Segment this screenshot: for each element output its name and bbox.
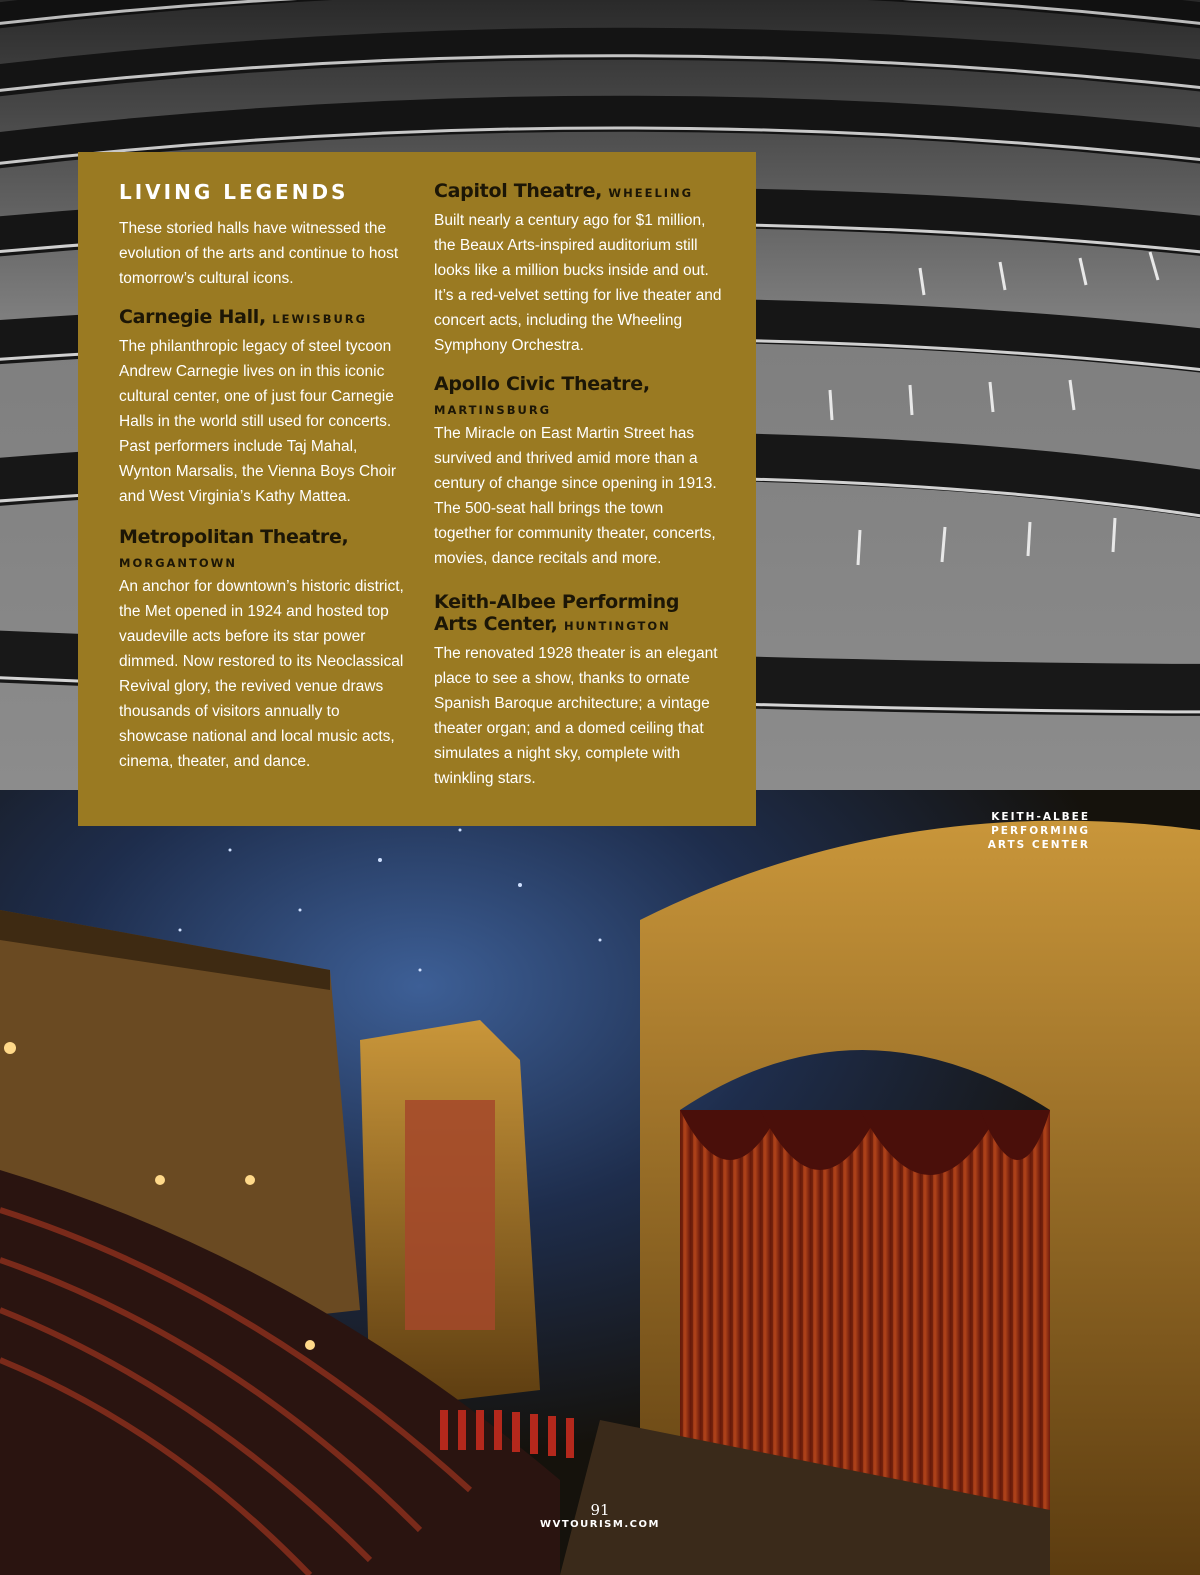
venue-description: The philanthropic legacy of steel tycoon Andrew Carnegie lives on in this iconic cultural center, one of just four Carnegie Halls in the world still used for concerts. Past performers include Taj Mahal, Wynton Marsalis, the Vienna Boys Choir and West Virginia’s Kathy Mattea. — [119, 338, 396, 505]
venue-carnegie-hall — [119, 306, 409, 509]
venue-name: Carnegie Hall, — [119, 306, 266, 328]
venue-name: Capitol Theatre, — [434, 180, 603, 202]
venue-metropolitan-theatre — [119, 526, 409, 774]
venue-description: Built nearly a century ago for $1 million, the Beaux Arts-inspired auditorium still looks like a million bucks inside and out. It’s a red-velvet setting for live theater and concert acts, including the Wheeling Symphony Orchestra. — [434, 212, 722, 354]
venue-heading — [434, 373, 724, 417]
venue-name: Keith-Albee Performing Arts Center, — [434, 591, 680, 635]
venue-description: The Miracle on East Martin Street has survived and thrived amid more than a century of change since opening in 1913. The 500-seat hall brings the town together for community theater, concerts, movies, dance recitals and more. — [434, 425, 717, 567]
venue-city: MARTINSBURG — [434, 403, 552, 417]
venue-capitol-theatre — [434, 180, 724, 358]
venue-city: LEWISBURG — [272, 312, 368, 326]
photo-caption: KEITH-ALBEE PERFORMING ARTS CENTER — [987, 811, 1090, 851]
living-legends-panel — [78, 152, 756, 826]
theater-interior-photo — [0, 790, 1200, 1575]
venue-name: Metropolitan Theatre, — [119, 526, 349, 548]
section-title: LIVING LEGENDS — [119, 180, 349, 204]
venue-city: HUNTINGTON — [563, 619, 671, 633]
venue-city: WHEELING — [608, 186, 694, 200]
page-number: 91 — [590, 1501, 610, 1519]
venue-description: The renovated 1928 theater is an elegant place to see a show, thanks to ornate Spanish Baroque architecture; a vintage theater organ; and a domed ceiling that simulates a night sky, complete with twinkling stars. — [434, 645, 718, 787]
venue-heading — [119, 306, 409, 330]
venue-name: Apollo Civic Theatre, — [434, 373, 650, 395]
theater-interior-illustration — [0, 790, 1200, 1575]
venue-city: MORGANTOWN — [119, 556, 237, 570]
venue-apollo-civic-theatre — [434, 373, 724, 571]
venue-keith-albee — [434, 591, 724, 791]
venue-heading — [119, 526, 409, 570]
venue-description: An anchor for downtown’s historic district, the Met opened in 1924 and hosted top vaudeville acts before its star power dimmed. Now restored to its Neoclassical Revival glory, the revived venue draws thousands of visitors annually to showcase national and local music acts, cinema, theater, and dance. — [119, 578, 404, 770]
page-footer — [0, 1502, 1200, 1532]
website-link[interactable]: WVTOURISM.COM — [540, 1519, 660, 1530]
venue-heading — [434, 180, 724, 204]
venue-heading — [434, 591, 724, 637]
intro-text: These storied halls have witnessed the evolution of the arts and continue to host tomorrow’s cultural icons. — [119, 220, 399, 287]
